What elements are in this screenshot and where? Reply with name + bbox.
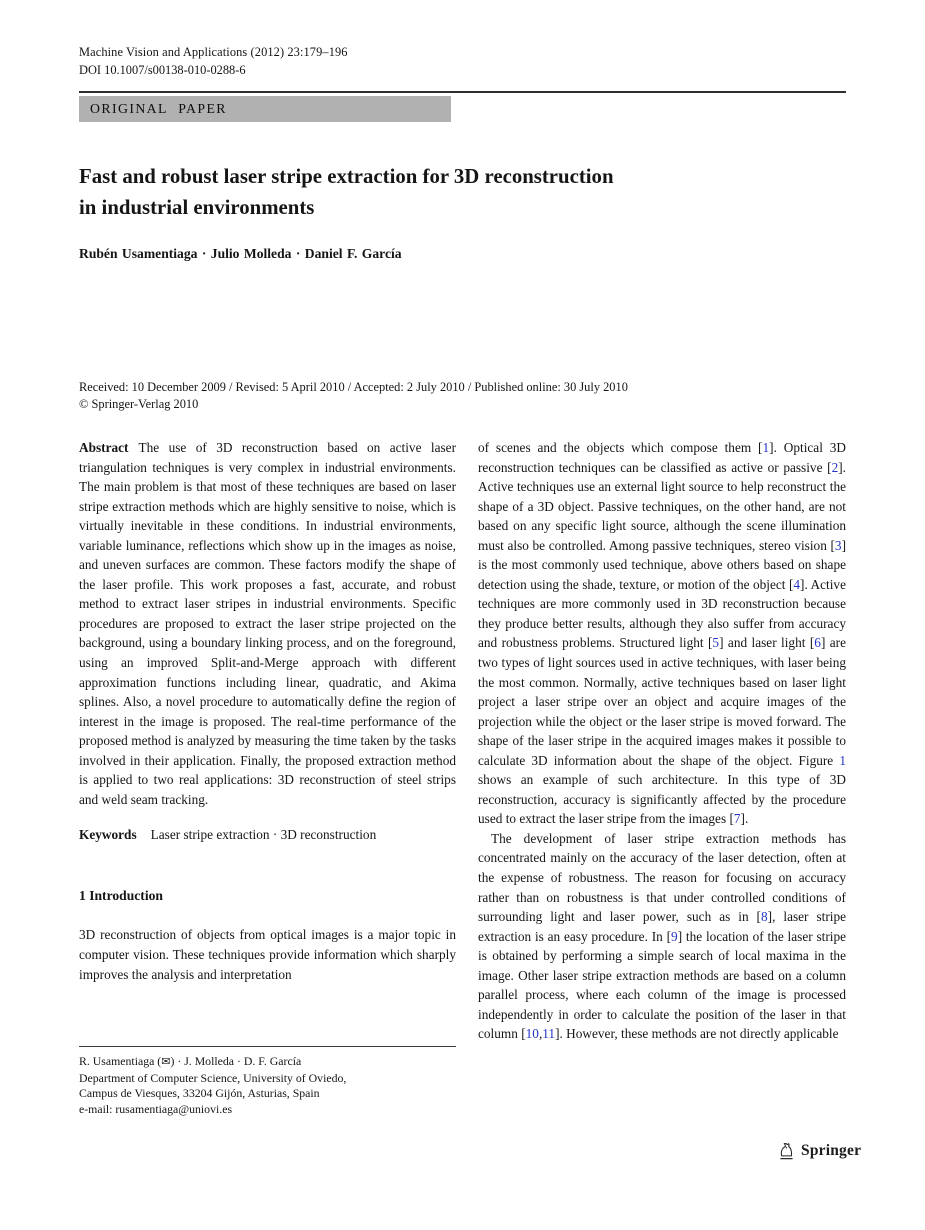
copyright-line: © Springer-Verlag 2010 bbox=[79, 396, 199, 411]
text-run: ] are two types of light sources used in active techniques, with laser being the most common. Normally, active techniques based on laser light project a laser stripe over an object and acquire images of the projection while the object or the laser stripe is moved forward. The shape of the laser stripe in the acquired images makes it possible to calculate 3D information about the shape of the object. Figure bbox=[478, 635, 847, 768]
text-run: ]. bbox=[740, 811, 749, 827]
authors-line: Rubén Usamentiaga · Julio Molleda · Daniel F. García bbox=[79, 246, 402, 261]
citation-link[interactable]: 6 bbox=[814, 635, 821, 651]
paper-title-line1: Fast and robust laser stripe extraction for 3D reconstruction bbox=[79, 165, 614, 188]
envelope-icon: ✉ bbox=[161, 1056, 171, 1068]
footnote-authors-post: ) · J. Molleda · D. F. García bbox=[170, 1054, 302, 1068]
text-run: ]. Optical 3D reconstruction techniques can be classified as active or passive [ bbox=[478, 440, 846, 475]
section-heading-introduction: 1 Introduction bbox=[79, 887, 163, 903]
citation-link[interactable]: 5 bbox=[712, 635, 720, 651]
text-run: ], laser stripe extraction is an easy procedure. In [ bbox=[478, 909, 847, 944]
text-run: of scenes and the objects which compose them [ bbox=[478, 440, 763, 455]
header-rule bbox=[79, 91, 846, 93]
footnote-authors-pre: R. Usamentiaga ( bbox=[79, 1054, 162, 1068]
abstract-paragraph bbox=[79, 438, 456, 809]
citation-link[interactable]: 8 bbox=[761, 909, 768, 925]
footnote-authors bbox=[79, 1054, 456, 1071]
abstract-text: The use of 3D reconstruction based on active laser triangulation techniques is very complex in industrial environments. The main problem is that most of these techniques are based on laser stripe extraction methods which are highly sensitive to noise, which is virtually inevitable in these conditions. In industrial environments, variable luminance, reflections which show up in the images as noise, and uneven surfaces are common. These factors modify the shape of the laser profile. This work proposes a fast, accurate, and robust method to extract laser stripes in industrial environments. Specific procedures are proposed to extract the laser stripe projected on the background, using a boundary linking process, and on the foreground, using an improved Split-and-Merge approach with different approximation functions including linear, quadratic, and Akima splines. Also, a novel procedure to automatically define the region of interest in the image is proposed. The real-time performance of the proposed method is analyzed by measuring the time taken by the tasks involved in their application. Finally, the proposed extraction method is applied to two real applications: 3D reconstruction of steel strips and weld seam tracking. bbox=[79, 440, 456, 807]
citation-link[interactable]: 1 bbox=[762, 440, 770, 455]
article-type-banner bbox=[79, 96, 451, 122]
citation-link[interactable]: 3 bbox=[834, 537, 842, 553]
citation-link[interactable]: 11 bbox=[542, 1026, 556, 1042]
author-footnote bbox=[79, 1046, 456, 1117]
abstract-label: Abstract bbox=[79, 440, 129, 455]
citation-link[interactable]: 9 bbox=[671, 928, 678, 944]
received-line: Received: 10 December 2009 / Revised: 5 April 2010 / Accepted: 2 July 2010 / Published online: 30 July 2010 bbox=[79, 380, 628, 394]
keywords-text: Laser stripe extraction · 3D reconstruction bbox=[150, 827, 377, 843]
introduction-paragraph-2 bbox=[478, 829, 846, 1044]
text-run: ] is the most commonly used technique, above others based on shape detection using the shade, texture, or motion of the object [ bbox=[478, 537, 846, 592]
springer-logo bbox=[777, 1141, 861, 1161]
keywords-label: Keywords bbox=[79, 827, 137, 843]
right-column bbox=[478, 438, 846, 1044]
introduction-paragraph-col2 bbox=[478, 438, 846, 829]
text-run: ] and laser light [ bbox=[719, 635, 815, 651]
footnote-email: e-mail: rusamentiaga@uniovi.es bbox=[79, 1101, 233, 1116]
text-run: ]. Active techniques are more commonly used in 3D reconstruction because they produce better results, although they also suffer from accuracy and robustness problems. Structured light [ bbox=[478, 576, 846, 651]
journal-citation-line: Machine Vision and Applications (2012) 23:179–196 bbox=[79, 45, 348, 59]
text-run: ]. However, these methods are not directly applicable bbox=[555, 1026, 839, 1042]
footnote-affiliation-line2: Campus de Viesques, 33204 Gijón, Asturias, Spain bbox=[79, 1086, 320, 1101]
text-run: The development of laser stripe extraction methods has concentrated mainly on the accuracy of the laser detection, often at the expense of robustness. The reason for focusing on accuracy rather than on robustness is that under controlled conditions of surrounding light and laser power, such as in [ bbox=[478, 830, 846, 925]
citation-link[interactable]: 1 bbox=[839, 752, 846, 768]
text-run: , bbox=[538, 1026, 543, 1042]
keywords-line bbox=[79, 825, 456, 845]
citation-link[interactable]: 7 bbox=[733, 811, 741, 827]
paper-title-line2: in industrial environments bbox=[79, 196, 315, 219]
introduction-paragraph-col1: 3D reconstruction of objects from optical images is a major topic in computer vision. These techniques provide information which sharply improves the analysis and interpretation bbox=[79, 927, 456, 982]
doi-line: DOI 10.1007/s00138-010-0288-6 bbox=[79, 63, 246, 77]
publication-history bbox=[79, 379, 628, 412]
springer-wordmark: Springer bbox=[801, 1142, 862, 1159]
text-run: ] the location of the laser stripe is obtained by performing a simple search of local maxima in the image. Other laser stripe extraction methods are based on a column parallel process, where each column of the image is processed independently in order to calculate the position of the laser in that column [ bbox=[478, 928, 846, 1042]
paper-title bbox=[79, 161, 799, 223]
citation-link[interactable]: 2 bbox=[831, 459, 839, 475]
article-type-label: ORIGINAL PAPER bbox=[90, 101, 227, 116]
text-run: ]. Active techniques use an external light source to help reconstruct the shape of a 3D object. Passive techniques, on the other hand, are not based on any specific light source, although the scene illumination must also be controlled. Among passive techniques, stereo vision [ bbox=[478, 459, 846, 553]
text-run: shows an example of such architecture. In this type of 3D reconstruction, accuracy is significantly affected by the procedure used to extract the laser stripe from the images [ bbox=[478, 772, 846, 827]
left-column bbox=[79, 438, 456, 984]
citation-link[interactable]: 10 bbox=[525, 1026, 539, 1042]
springer-horse-icon bbox=[777, 1141, 795, 1161]
citation-link[interactable]: 4 bbox=[793, 576, 801, 592]
footnote-affiliation-line1: Department of Computer Science, University of Oviedo, bbox=[79, 1070, 347, 1085]
